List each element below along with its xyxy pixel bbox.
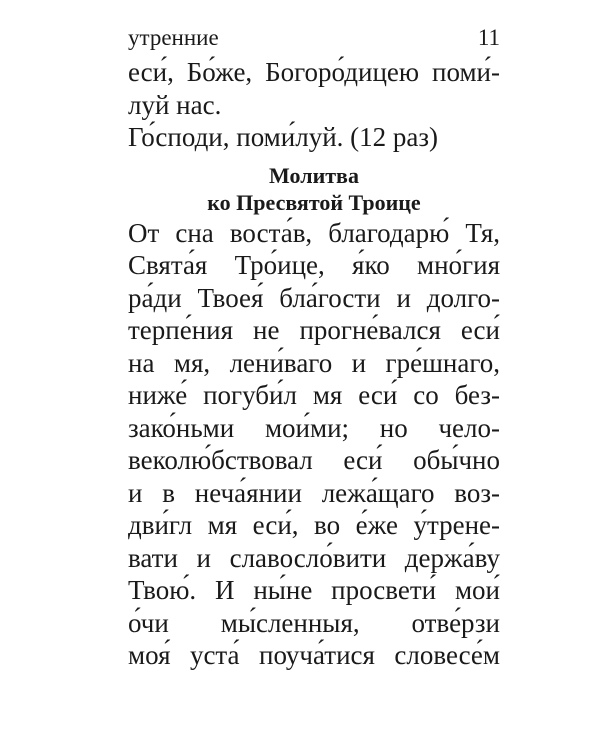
text-line: моя́ уста́ поуча́тися словесе́м [128, 640, 500, 670]
page-header [128, 22, 500, 54]
intro-text [128, 56, 500, 154]
text-line: ра́ди Твоея́ бла́гости и долго- [128, 282, 500, 313]
text-line: о́чи мы́сленныя, отве́рзи [128, 607, 500, 638]
text-line: луй нас. [128, 89, 222, 120]
text-line: зако́ньми мои́ми; но чело- [128, 412, 500, 443]
heading-line: ко Пресвятой Троице [207, 189, 421, 215]
prayer-text [128, 217, 500, 672]
text-line: ниже́ погуби́л мя еси́ со без- [128, 380, 500, 410]
page-number: 11 [477, 25, 500, 50]
text-line: и в неча́янии лежа́щаго воз- [128, 477, 500, 508]
text-line: вати и славосло́вити держа́ву [128, 542, 500, 573]
text-line: терпе́ния не прогне́вался еси́ [128, 315, 500, 345]
text-line: Го́споди, поми́луй. (12 раз) [128, 122, 439, 152]
text-line: дви́гл мя еси́, во е́же у́трене- [128, 510, 500, 540]
prayer-heading [128, 162, 500, 216]
text-line: Свята́я Тро́ице, я́ко мно́гия [128, 250, 500, 280]
text-line: на мя, лени́ваго и гре́шнаго, [128, 347, 500, 378]
book-page [128, 22, 500, 672]
text-line: еси́, Бо́же, Богоро́дицею поми́- [128, 57, 500, 87]
text-line: Твою́. И ны́не просвети́ мои́ [128, 575, 500, 605]
text-line: От сна воста́в, благодарю́ Тя, [128, 217, 500, 248]
text-line: веколю́бствовал еси́ обы́чно [128, 445, 500, 475]
heading-line: Молитва [269, 162, 359, 188]
running-title: утренние [128, 25, 219, 50]
